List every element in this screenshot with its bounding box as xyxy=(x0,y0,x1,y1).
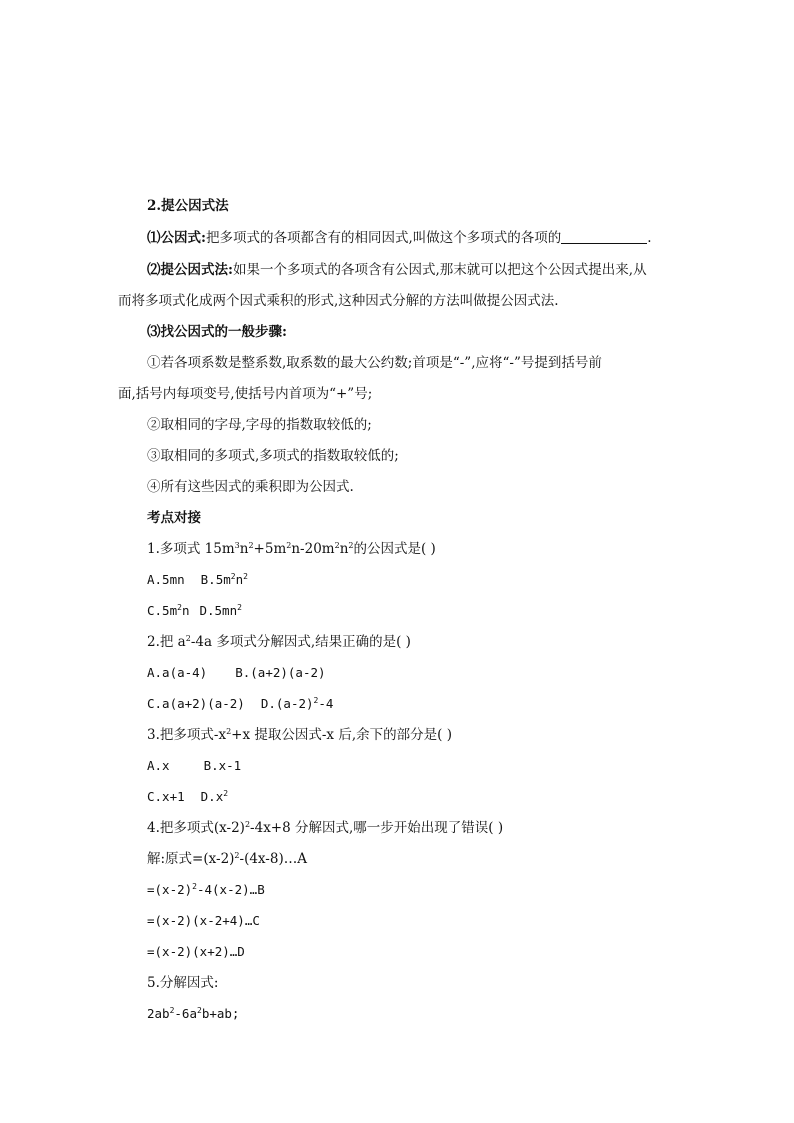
definition-2-head: ⑵提公因式法: xyxy=(147,262,233,278)
q2-post: -4a 多项式分解因式,结果正确的是( ) xyxy=(190,634,411,650)
q4-step-c: =(x-2)(x-2+4)…C xyxy=(147,913,260,928)
step-3: ③取相同的多项式,多项式的指数取较低的; xyxy=(147,448,399,464)
q3-option-d: D.x xyxy=(200,789,224,804)
q4-step-d: =(x-2)(x+2)…D xyxy=(147,944,245,959)
sup: 2 xyxy=(177,603,182,612)
sup: 2 xyxy=(244,820,251,829)
q4-post: -4x+8 分解因式,哪一步开始出现了错误( ) xyxy=(250,820,504,836)
q3-post: +x 提取公因式-x 后,余下的部分是( ) xyxy=(231,727,452,743)
question-3 xyxy=(147,725,452,745)
q1-option-a: A.5mn xyxy=(147,572,185,587)
q5-expr-pre: 2ab xyxy=(147,1006,170,1021)
q1-option-b-mid: n xyxy=(235,572,244,587)
q2-option-d-pre: D.(a-2) xyxy=(260,696,314,711)
sup: 2 xyxy=(248,541,254,550)
q4-solution xyxy=(147,849,307,869)
section-title xyxy=(147,196,229,216)
q1-b: +5m xyxy=(253,541,287,557)
section-title-text: 2.提公因式法 xyxy=(147,198,229,214)
definition-1-head: ⑴公因式: xyxy=(147,230,206,246)
sup: 2 xyxy=(348,541,354,550)
definition-1-end: . xyxy=(647,230,652,246)
q3-options-ab xyxy=(147,756,241,776)
q4-solution-pre: 解:原式=(x-2) xyxy=(147,851,235,867)
q1-a: n xyxy=(239,541,249,557)
sup: 2 xyxy=(196,1006,202,1015)
q1-option-b-pre: B.5m xyxy=(200,572,231,587)
q1-options-cd xyxy=(147,601,242,621)
q1-options-ab xyxy=(147,570,248,590)
q2-option-c: C.a(a+2)(a-2) xyxy=(147,696,245,711)
sup: 3 xyxy=(234,541,240,550)
q4-step-b-pre: =(x-2) xyxy=(147,882,193,897)
q4-step-b xyxy=(147,880,265,900)
sup: 2 xyxy=(234,851,240,860)
step-1a: ①若各项系数是整系数,取系数的最大公约数;首项是“-”,应将“-”号提到括号前 xyxy=(147,355,602,371)
step-2: ②取相同的字母,字母的指数取较低的; xyxy=(147,417,372,433)
definition-common-factor xyxy=(147,228,652,248)
sup: 2 xyxy=(185,634,191,643)
sup: 2 xyxy=(334,541,340,550)
q1-pre: 1.多项式 15m xyxy=(147,541,235,557)
sup: 2 xyxy=(169,1006,175,1015)
question-2 xyxy=(147,632,411,652)
q3-option-a: A.x xyxy=(147,758,170,773)
sup: 2 xyxy=(226,727,232,736)
question-5: 5.分解因式: xyxy=(147,975,219,991)
q3-pre: 3.把多项式-x xyxy=(147,727,227,743)
q3-options-cd xyxy=(147,787,228,807)
step-4: ④所有这些因式的乘积即为公因式. xyxy=(147,479,354,495)
step-1b: 面,括号内每项变号,使括号内首项为“+”号; xyxy=(118,386,373,402)
q1-option-d: D.5mn xyxy=(199,603,238,618)
q4-solution-post: -(4x-8)…A xyxy=(239,851,307,867)
exam-head: 考点对接 xyxy=(147,510,201,526)
definition-method xyxy=(147,260,647,280)
sup: 2 xyxy=(230,572,236,581)
q3-option-b: B.x-1 xyxy=(203,758,242,773)
sup: 2 xyxy=(237,603,242,612)
sup: 2 xyxy=(223,789,229,798)
question-4 xyxy=(147,818,503,838)
q5-expr-mid: -6a xyxy=(174,1006,197,1021)
q2-option-a: A.a(a-4) xyxy=(147,665,208,680)
q2-options-ab xyxy=(147,663,326,683)
definition-2-text: 如果一个多项式的各项含有公因式,那末就可以把这个公因式提出来,从 xyxy=(232,262,647,278)
definition-1-text: 把多项式的各项都含有的相同因式,叫做这个多项式的各项的 xyxy=(205,230,562,246)
q1-option-c-post: n xyxy=(181,603,190,618)
sup: 2 xyxy=(192,882,197,891)
answer-blank xyxy=(561,229,647,244)
q4-step-b-post: -4(x-2)…B xyxy=(196,882,265,897)
q4-pre: 4.把多项式(x-2) xyxy=(147,820,245,836)
q3-option-c: C.x+1 xyxy=(147,789,185,804)
sup: 2 xyxy=(286,541,292,550)
q5-expression xyxy=(147,1004,239,1024)
q1-post: 的公因式是( ) xyxy=(353,541,436,557)
steps-head: ⑶找公因式的一般步骤: xyxy=(147,324,287,340)
q2-option-b: B.(a+2)(a-2) xyxy=(235,665,326,680)
q1-option-c-pre: C.5m xyxy=(147,603,178,618)
sup: 2 xyxy=(243,572,248,581)
q5-expr-post: b+ab; xyxy=(201,1006,240,1021)
sup: 2 xyxy=(313,696,319,705)
q2-pre: 2.把 a xyxy=(147,634,186,650)
q1-c: n-20m xyxy=(291,541,335,557)
q2-option-d-post: -4 xyxy=(318,696,334,711)
question-1 xyxy=(147,539,436,559)
q1-d: n xyxy=(339,541,349,557)
definition-method-cont: 而将多项式化成两个因式乘积的形式,这种因式分解的方法叫做提公因式法. xyxy=(118,293,559,309)
q2-options-cd xyxy=(147,694,333,714)
